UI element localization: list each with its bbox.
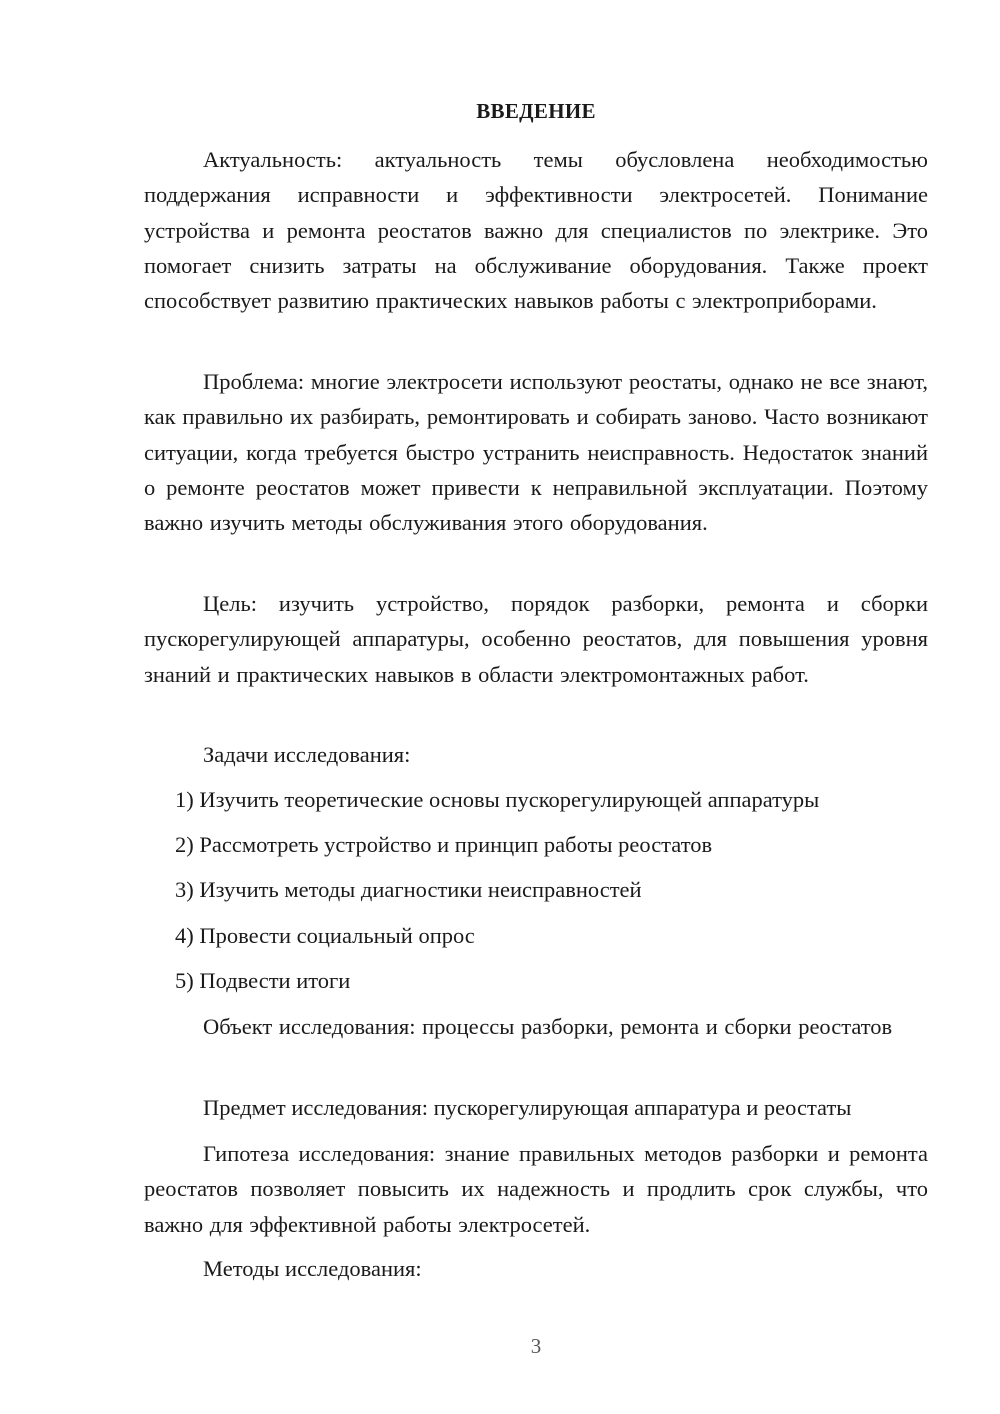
section-heading: ВВЕДЕНИЕ [476, 99, 596, 123]
methods-title: Методы исследования: [203, 1256, 422, 1281]
task-item-2: 2) Рассмотреть устройство и принцип работы реостатов [175, 832, 713, 857]
paragraph-object: Объект исследования: процессы разборки, ремонта и сборки реостатов [203, 1014, 893, 1039]
page-number: 3 [530, 1334, 542, 1358]
paragraph-subject: Предмет исследования: пускорегулирующая аппаратура и реостаты [203, 1095, 852, 1120]
task-item-3: 3) Изучить методы диагностики неисправностей [175, 877, 642, 902]
paragraph-relevance: Актуальность: актуальность темы обусловлена необходимостью поддержания исправности и эффективности электросетей. Понимание устройства и ремонта реостатов важно для специалистов по электрике. Это помогает снизить затраты на обслуживание оборудования. Также проект способствует развитию практических навыков работы с электроприборами. [144, 147, 928, 314]
task-item-5: 5) Подвести итоги [175, 968, 351, 993]
paragraph-hypothesis: Гипотеза исследования: знание правильных методов разборки и ремонта реостатов позволяет повысить их надежность и продлить срок службы, что важно для эффективной работы электросетей. [144, 1141, 928, 1237]
tasks-title: Задачи исследования: [203, 742, 411, 767]
task-item-1: 1) Изучить теоретические основы пускорегулирующей аппаратуры [175, 787, 820, 812]
task-item-4: 4) Провести социальный опрос [175, 923, 475, 948]
paragraph-problem: Проблема: многие электросети используют реостаты, однако не все знают, как правильно их разбирать, ремонтировать и собирать заново. Часто возникают ситуации, когда требуется быстро устранить неисправность. Недостаток знаний о ремонте реостатов может привести к неправильной эксплуатации. Поэтому важно изучить методы обслуживания этого оборудования. [144, 369, 928, 536]
paragraph-goal: Цель: изучить устройство, порядок разборки, ремонта и сборки пускорегулирующей аппаратуры, особенно реостатов, для повышения уровня знаний и практических навыков в области электромонтажных работ. [144, 591, 928, 687]
